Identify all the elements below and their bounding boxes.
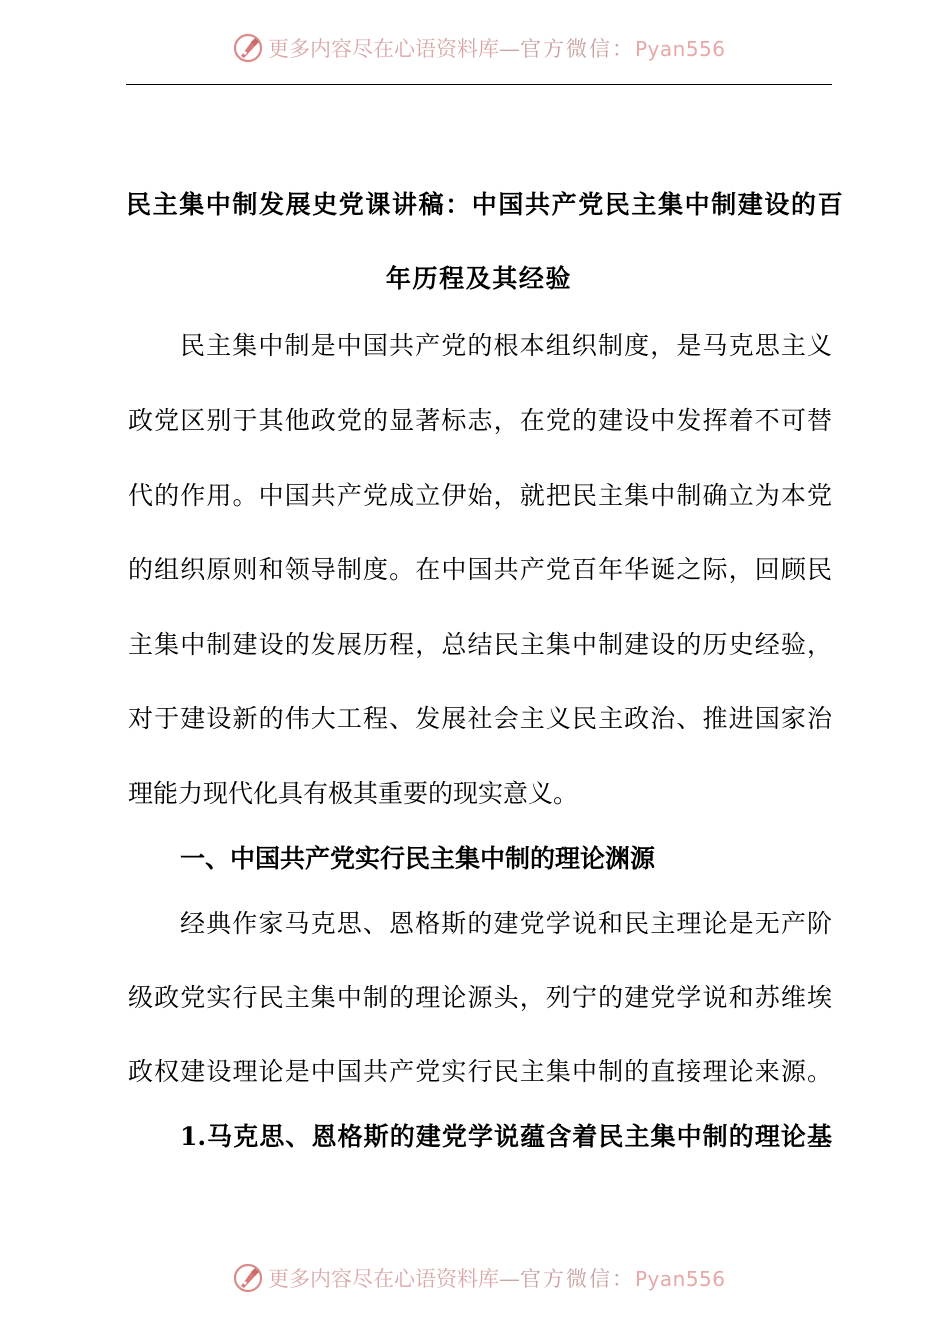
paragraph-1-line-1: 民主集中制是中国共产党的根本组织制度，是马克思主义 (180, 331, 832, 360)
footer-wechat-id: Pyan556 (635, 1267, 726, 1291)
header-wechat-id: Pyan556 (635, 37, 726, 61)
footer-brand (232, 1258, 726, 1298)
document-title-line-1: 民主集中制发展史党课讲稿：中国共产党民主集中制建设的百 (126, 190, 845, 219)
paragraph-1-line-3: 代的作用。中国共产党成立伊始，就把民主集中制确立为本党 (128, 481, 832, 510)
footer-wechat-label: 官方微信： (520, 1267, 635, 1291)
paragraph-2-line-3: 政权建设理论是中国共产党实行民主集中制的直接理论来源。 (128, 1057, 832, 1086)
page-header (0, 28, 950, 68)
paragraph-1-line-7: 理能力现代化具有极其重要的现实意义。 (128, 779, 579, 808)
section-1-heading: 一、中国共产党实行民主集中制的理论渊源 (180, 844, 656, 873)
header-separator: — (499, 37, 520, 61)
header-divider (126, 84, 832, 85)
pen-nib-logo-icon (232, 32, 264, 64)
footer-brand-text: 更多内容尽在心语资料库 (268, 1267, 499, 1291)
paragraph-2-line-2: 级政党实行民主集中制的理论源头，列宁的建党学说和苏维埃 (128, 983, 832, 1012)
footer-separator: — (499, 1267, 520, 1291)
paragraph-2-line-1: 经典作家马克思、恩格斯的建党学说和民主理论是无产阶 (180, 909, 832, 938)
paragraph-1-line-4: 的组织原则和领导制度。在中国共产党百年华诞之际，回顾民 (128, 555, 832, 584)
paragraph-1-line-2: 政党区别于其他政党的显著标志，在党的建设中发挥着不可替 (128, 406, 832, 435)
paragraph-1-line-5: 主集中制建设的发展历程，总结民主集中制建设的历史经验， (128, 630, 832, 659)
subheading-1: 1.马克思、恩格斯的建党学说蕴含着民主集中制的理论基 (180, 1122, 832, 1151)
page-footer (0, 1258, 950, 1298)
header-wechat-label: 官方微信： (520, 37, 635, 61)
pen-nib-logo-icon (232, 1262, 264, 1294)
document-title-line-2: 年历程及其经验 (385, 264, 573, 293)
header-brand-text: 更多内容尽在心语资料库 (268, 37, 499, 61)
header-brand (232, 28, 726, 68)
paragraph-1-line-6: 对于建设新的伟大工程、发展社会主义民主政治、推进国家治 (128, 704, 832, 733)
